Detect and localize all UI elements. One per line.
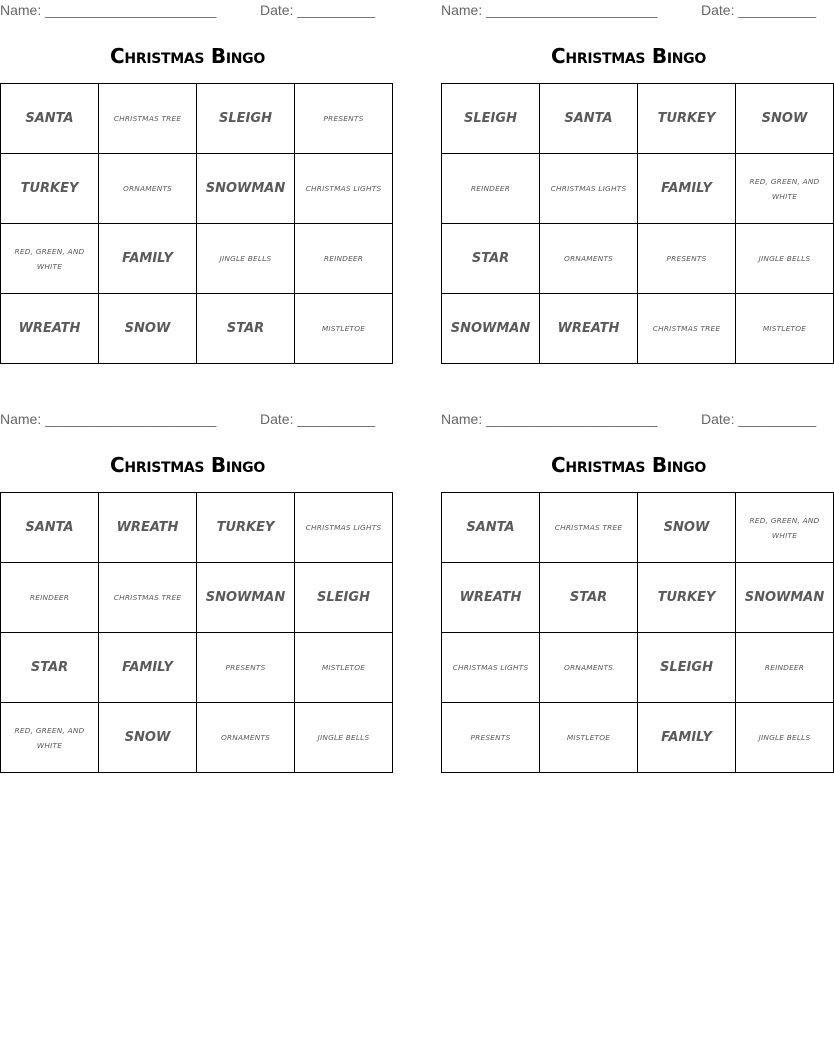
bingo-row <box>442 563 834 633</box>
bingo-cell: MISTLETOE <box>736 294 834 364</box>
bingo-cell: SANTA <box>540 84 638 154</box>
bingo-grid <box>0 492 393 773</box>
name-field-label: Name: ______________________ <box>0 2 217 18</box>
bingo-cell: RED, GREEN, AND WHITE <box>736 154 834 224</box>
bingo-cell: CHRISTMAS TREE <box>99 563 197 633</box>
bingo-row <box>442 493 834 563</box>
bingo-cell: SNOW <box>638 493 736 563</box>
bingo-cell: JINGLE BELLS <box>197 224 295 294</box>
date-field-label: Date: __________ <box>701 411 817 427</box>
bingo-cell: MISTLETOE <box>295 633 393 703</box>
bingo-grid <box>441 492 834 773</box>
bingo-row <box>1 294 393 364</box>
bingo-cell: RED, GREEN, AND WHITE <box>736 493 834 563</box>
bingo-cell: SNOW <box>99 703 197 773</box>
bingo-cell: REINDEER <box>295 224 393 294</box>
bingo-cell: STAR <box>540 563 638 633</box>
bingo-cell: CHRISTMAS TREE <box>540 493 638 563</box>
card-title: Christmas Bingo <box>110 44 265 68</box>
bingo-cell: JINGLE BELLS <box>736 224 834 294</box>
bingo-cell: TURKEY <box>638 563 736 633</box>
bingo-card <box>441 0 820 336</box>
bingo-cell: FAMILY <box>99 633 197 703</box>
bingo-row <box>1 84 393 154</box>
bingo-cell: SNOWMAN <box>442 294 540 364</box>
bingo-row <box>442 633 834 703</box>
bingo-card <box>441 409 825 745</box>
bingo-cell: SNOW <box>736 84 834 154</box>
bingo-cell: STAR <box>197 294 295 364</box>
bingo-row <box>442 154 834 224</box>
bingo-cell: MISTLETOE <box>295 294 393 364</box>
bingo-cell: JINGLE BELLS <box>295 703 393 773</box>
bingo-cell: SANTA <box>1 493 99 563</box>
bingo-cell: SLEIGH <box>638 633 736 703</box>
name-date-line <box>441 0 816 20</box>
bingo-cell: PRESENTS <box>638 224 736 294</box>
date-field-label: Date: __________ <box>260 2 376 18</box>
name-field-label: Name: ______________________ <box>0 411 217 427</box>
card-title: Christmas Bingo <box>551 453 706 477</box>
bingo-cell: SNOWMAN <box>197 563 295 633</box>
bingo-cell: WREATH <box>1 294 99 364</box>
bingo-row <box>442 84 834 154</box>
bingo-cell: STAR <box>442 224 540 294</box>
bingo-cell: FAMILY <box>638 703 736 773</box>
bingo-grid <box>0 83 393 364</box>
bingo-row <box>442 294 834 364</box>
bingo-cell: REINDEER <box>1 563 99 633</box>
bingo-cell: ORNAMENTS <box>197 703 295 773</box>
card-title: Christmas Bingo <box>110 453 265 477</box>
bingo-cell: TURKEY <box>638 84 736 154</box>
name-date-line <box>441 409 816 429</box>
bingo-card <box>0 409 382 750</box>
bingo-cell: CHRISTMAS TREE <box>99 84 197 154</box>
bingo-cell: ORNAMENTS <box>99 154 197 224</box>
bingo-cell: STAR <box>1 633 99 703</box>
date-field-label: Date: __________ <box>260 411 376 427</box>
name-field-label: Name: ______________________ <box>441 2 658 18</box>
bingo-row <box>1 154 393 224</box>
bingo-row <box>1 563 393 633</box>
bingo-cell: CHRISTMAS LIGHTS <box>295 154 393 224</box>
bingo-row <box>1 224 393 294</box>
bingo-cell: CHRISTMAS LIGHTS <box>540 154 638 224</box>
bingo-cell: REINDEER <box>736 633 834 703</box>
bingo-cell: SNOWMAN <box>736 563 834 633</box>
bingo-cell: WREATH <box>99 493 197 563</box>
date-field-label: Date: __________ <box>701 2 817 18</box>
bingo-cell: SLEIGH <box>295 563 393 633</box>
bingo-cell: RED, GREEN, AND WHITE <box>1 224 99 294</box>
bingo-cell: CHRISTMAS LIGHTS <box>295 493 393 563</box>
bingo-row <box>442 703 834 773</box>
bingo-cell: ORNAMENTS <box>540 633 638 703</box>
bingo-cell: WREATH <box>540 294 638 364</box>
bingo-cell: JINGLE BELLS <box>736 703 834 773</box>
bingo-cell: FAMILY <box>638 154 736 224</box>
bingo-cell: WREATH <box>442 563 540 633</box>
bingo-cell: ORNAMENTS <box>540 224 638 294</box>
bingo-row <box>1 703 393 773</box>
bingo-cell: SLEIGH <box>197 84 295 154</box>
name-date-line <box>0 409 375 429</box>
bingo-cell: SLEIGH <box>442 84 540 154</box>
bingo-row <box>442 224 834 294</box>
bingo-row <box>1 633 393 703</box>
bingo-cell: PRESENTS <box>197 633 295 703</box>
name-date-line <box>0 0 375 20</box>
bingo-cell: SANTA <box>442 493 540 563</box>
bingo-cell: PRESENTS <box>442 703 540 773</box>
bingo-grid <box>441 83 834 364</box>
bingo-cell: CHRISTMAS LIGHTS <box>442 633 540 703</box>
bingo-cell: REINDEER <box>442 154 540 224</box>
bingo-cell: TURKEY <box>197 493 295 563</box>
bingo-cell: PRESENTS <box>295 84 393 154</box>
name-field-label: Name: ______________________ <box>441 411 658 427</box>
bingo-cell: TURKEY <box>1 154 99 224</box>
bingo-cell: SNOWMAN <box>197 154 295 224</box>
bingo-cell: MISTLETOE <box>540 703 638 773</box>
bingo-cell: RED, GREEN, AND WHITE <box>1 703 99 773</box>
bingo-cell: CHRISTMAS TREE <box>638 294 736 364</box>
bingo-card <box>0 0 382 336</box>
bingo-cell: FAMILY <box>99 224 197 294</box>
bingo-cell: SNOW <box>99 294 197 364</box>
bingo-row <box>1 493 393 563</box>
bingo-cell: SANTA <box>1 84 99 154</box>
card-title: Christmas Bingo <box>551 44 706 68</box>
